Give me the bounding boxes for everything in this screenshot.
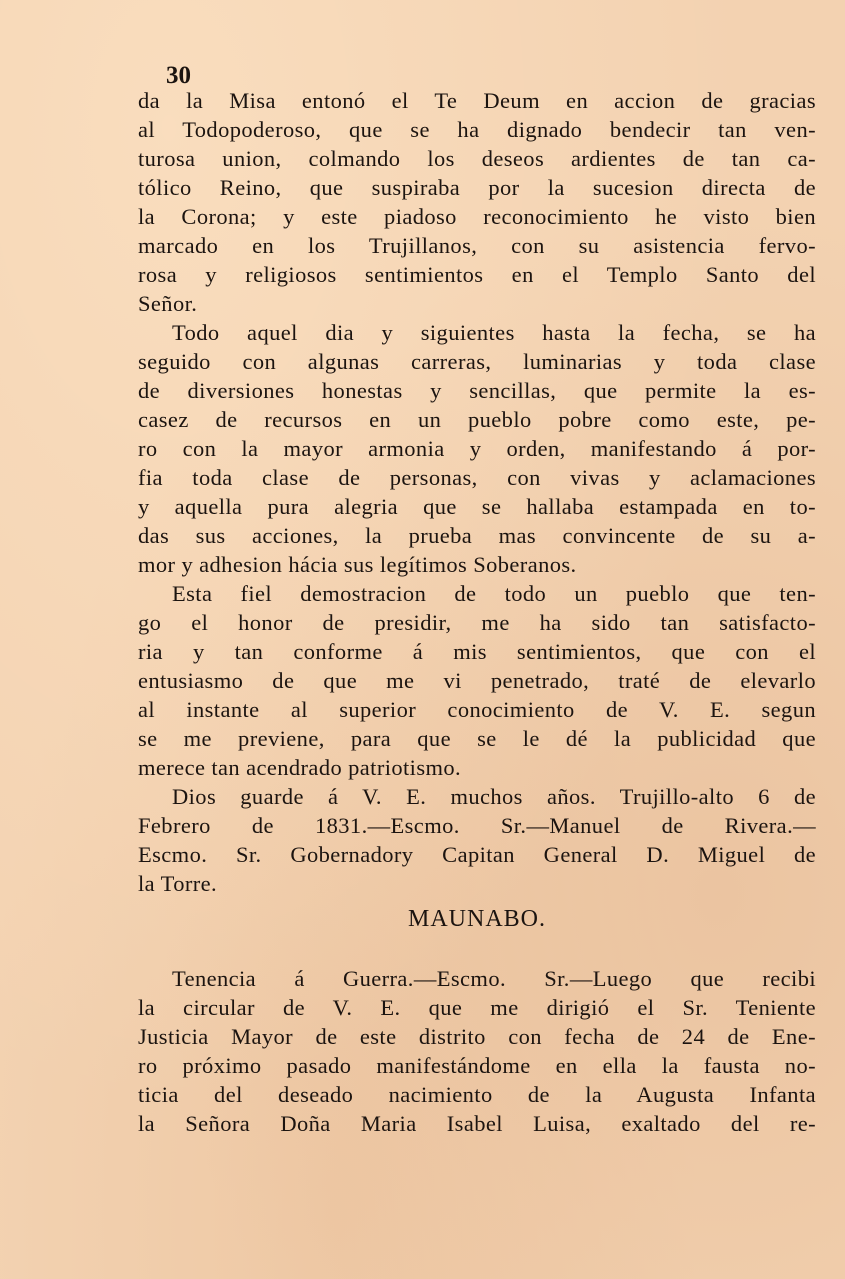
text-line: y aquella pura alegria que se hallaba estampada en to- <box>138 494 816 519</box>
text-line: rosa y religiosos sentimientos en el Templo Santo del <box>138 262 816 287</box>
text-line: se me previene, para que se le dé la publicidad que <box>138 726 816 751</box>
text-line: ticia del deseado nacimiento de la Augusta Infanta <box>138 1082 816 1107</box>
text-line: das sus acciones, la prueba mas convincente de su a- <box>138 523 816 548</box>
text-line: de diversiones honestas y sencillas, que permite la es- <box>138 378 816 403</box>
text-line: ria y tan conforme á mis sentimientos, que con el <box>138 639 816 664</box>
text-line: al Todopoderoso, que se ha dignado bendecir tan ven- <box>138 117 816 142</box>
text-line: Febrero de 1831.—Escmo. Sr.—Manuel de Rivera.— <box>138 813 816 838</box>
text-line: entusiasmo de que me vi penetrado, traté de elevarlo <box>138 668 816 693</box>
text-line: la Corona; y este piadoso reconocimiento he visto bien <box>138 204 816 229</box>
text-line: la Señora Doña Maria Isabel Luisa, exaltado del re- <box>138 1111 816 1136</box>
text-line: la circular de V. E. que me dirigió el Sr. Teniente <box>138 995 816 1020</box>
text-line: Escmo. Sr. Gobernadory Capitan General D. Miguel de <box>138 842 816 867</box>
text-line: merece tan acendrado patriotismo. <box>138 755 462 780</box>
text-line: ro con la mayor armonia y orden, manifestando á por- <box>138 436 816 461</box>
text-line: al instante al superior conocimiento de V. E. segun <box>138 697 816 722</box>
text-line: tólico Reino, que suspiraba por la sucesion directa de <box>138 175 816 200</box>
body-text-section-1 <box>138 86 816 898</box>
text-line: Señor. <box>138 291 198 316</box>
text-line: la Torre. <box>138 871 218 896</box>
page-number: 30 <box>166 62 191 89</box>
text-line: da la Misa entonó el Te Deum en accion de gracias <box>138 88 816 113</box>
text-line: Dios guarde á V. E. muchos años. Trujillo-alto 6 de <box>172 784 816 809</box>
text-line: Todo aquel dia y siguientes hasta la fecha, se ha <box>172 320 816 345</box>
text-line: mor y adhesion hácia sus legítimos Soberanos. <box>138 552 577 577</box>
section-heading: MAUNABO. <box>407 906 546 932</box>
text-line: Esta fiel demostracion de todo un pueblo que ten- <box>172 581 816 606</box>
text-line: casez de recursos en un pueblo pobre como este, pe- <box>138 407 816 432</box>
text-line: seguido con algunas carreras, luminarias y toda clase <box>138 349 816 374</box>
text-line: ro próximo pasado manifestándome en ella la fausta no- <box>138 1053 816 1078</box>
text-line: turosa union, colmando los deseos ardientes de tan ca- <box>138 146 816 171</box>
text-line: Justicia Mayor de este distrito con fecha de 24 de Ene- <box>138 1024 816 1049</box>
text-line: go el honor de presidir, me ha sido tan satisfacto- <box>138 610 816 635</box>
body-text-section-2 <box>138 964 816 1138</box>
text-line: fia toda clase de personas, con vivas y aclamaciones <box>138 465 816 490</box>
text-line: marcado en los Trujillanos, con su asistencia fervo- <box>138 233 816 258</box>
text-line: Tenencia á Guerra.—Escmo. Sr.—Luego que recibi <box>172 966 816 991</box>
